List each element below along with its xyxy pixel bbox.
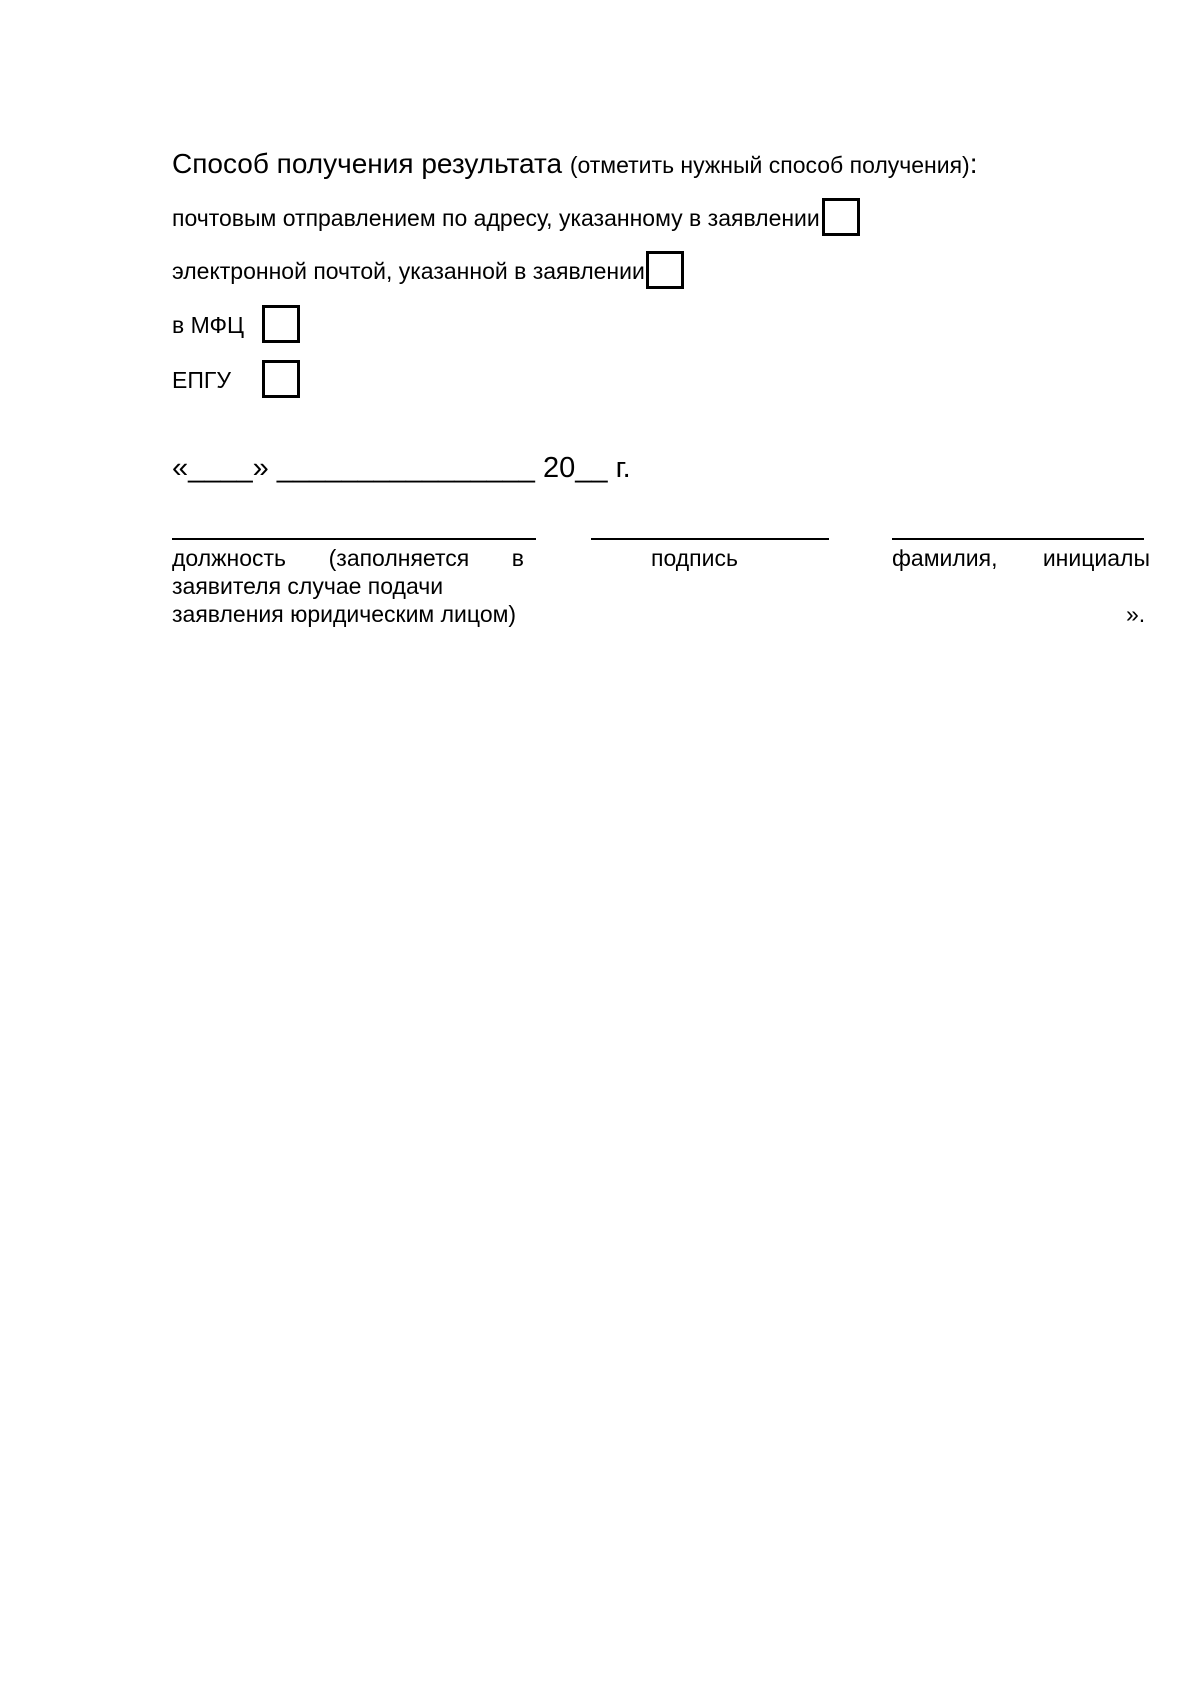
name-line[interactable]: [892, 538, 1144, 540]
position-caption-line1: [172, 544, 524, 572]
option-email-checkbox[interactable]: [646, 251, 684, 289]
option-post-checkbox[interactable]: [822, 198, 860, 236]
date-close-quote: »: [252, 452, 269, 484]
position-caption: [172, 544, 524, 628]
closing-mark: ».: [1126, 601, 1146, 627]
heading-colon: :: [969, 148, 978, 179]
heading-note: (отметить нужный способ получения): [569, 152, 970, 178]
option-mfc-checkbox[interactable]: [262, 305, 300, 343]
name-caption-line1: [892, 544, 1150, 572]
date-year-blank[interactable]: __: [575, 452, 608, 484]
delivery-method-heading: [172, 146, 978, 183]
option-mfc-label: в МФЦ: [172, 312, 245, 338]
position-caption-line3: заявления юридическим лицом): [172, 601, 517, 627]
option-epgu-checkbox[interactable]: [262, 360, 300, 398]
position-word: (заполняется: [328, 545, 470, 571]
date-day-blank[interactable]: ____: [188, 452, 253, 484]
position-word: в: [511, 545, 524, 571]
position-word: должность: [172, 545, 287, 571]
position-caption-line2: заявителя случае подачи: [172, 573, 444, 599]
option-post-label: почтовым отправлением по адресу, указанному в заявлении: [172, 205, 820, 231]
option-post[interactable]: [172, 198, 872, 238]
heading-text: Способ получения результата: [172, 148, 563, 179]
date-year-suffix: г.: [615, 452, 631, 484]
name-word: инициалы: [1042, 545, 1150, 571]
position-line[interactable]: [172, 538, 536, 540]
date-year-prefix: 20: [542, 452, 576, 484]
option-email[interactable]: [172, 251, 692, 291]
date-month-blank[interactable]: ________________: [276, 452, 535, 484]
option-epgu[interactable]: [172, 360, 312, 400]
name-caption: [892, 544, 1150, 572]
option-mfc[interactable]: [172, 305, 312, 345]
date-field[interactable]: [172, 450, 631, 486]
signature-caption: подпись: [651, 545, 738, 571]
date-open-quote: «: [172, 452, 189, 484]
signature-line[interactable]: [591, 538, 829, 540]
name-word: фамилия,: [892, 545, 998, 571]
option-email-label: электронной почтой, указанной в заявлении: [172, 258, 645, 284]
option-epgu-label: ЕПГУ: [172, 367, 231, 393]
